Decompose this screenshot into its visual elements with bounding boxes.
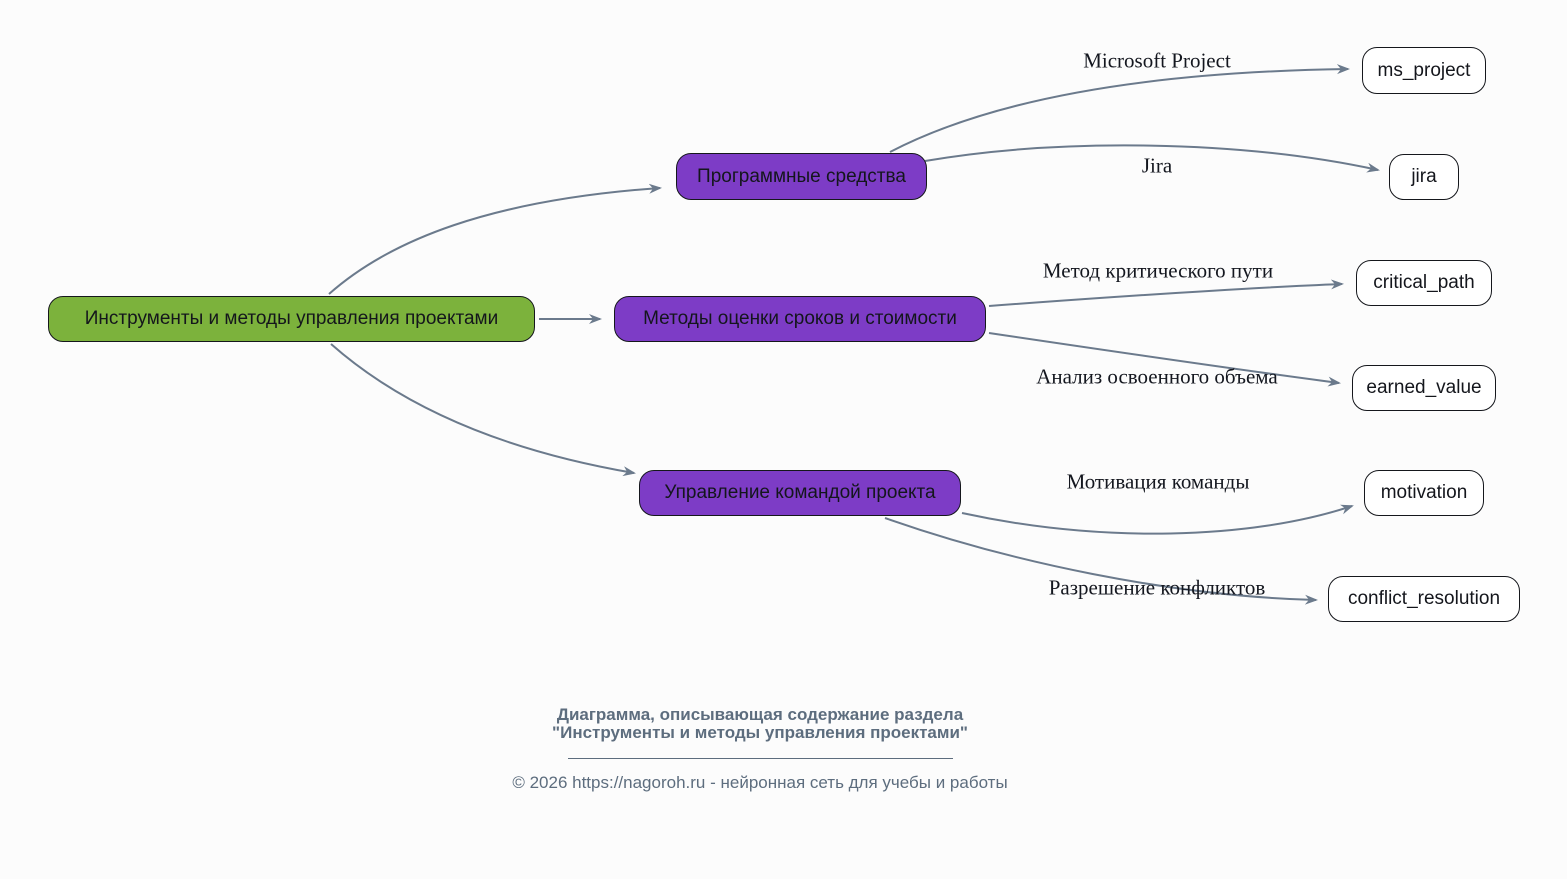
edge-label-ms-project: Microsoft Project xyxy=(1083,48,1231,73)
node-jira-label: jira xyxy=(1411,166,1437,187)
caption-divider xyxy=(568,758,953,759)
node-critical-path-label: critical_path xyxy=(1373,272,1475,293)
node-earned-value xyxy=(1352,365,1496,411)
caption-title-line2: "Инструменты и методы управления проектами" xyxy=(552,723,968,742)
edge-estimation-criticalpath xyxy=(989,284,1342,306)
node-conflict-resolution-label: conflict_resolution xyxy=(1347,588,1501,609)
node-ms-project-label: ms_project xyxy=(1377,59,1471,81)
edge-label-conflict-resolution: Разрешение конфликтов xyxy=(1048,575,1266,600)
node-conflict-resolution xyxy=(1328,576,1520,622)
node-software-label: Программные средства xyxy=(697,165,906,187)
edge-label-motivation: Мотивация команды xyxy=(1066,469,1250,494)
node-estimation-label: Методы оценки сроков и стоимости xyxy=(643,308,957,329)
node-jira xyxy=(1389,154,1459,200)
node-root-label: Инструменты и методы управления проектами xyxy=(84,308,499,329)
edge-root-team xyxy=(331,344,634,473)
edge-label-critical-path: Метод критического пути xyxy=(1042,258,1274,283)
node-estimation xyxy=(614,296,986,342)
node-critical-path xyxy=(1356,260,1492,306)
caption-title-line1: Диаграмма, описывающая содержание раздела xyxy=(556,705,964,724)
node-earned-value-label: earned_value xyxy=(1366,377,1482,398)
caption-footer: © 2026 https://nagoroh.ru - нейронная сеть для учебы и работы xyxy=(512,773,1008,792)
edge-label-jira: Jira xyxy=(1141,153,1173,178)
edge-label-earned-value: Анализ освоенного объема xyxy=(1036,364,1278,389)
edge-software-msproject xyxy=(890,69,1348,152)
node-motivation xyxy=(1364,470,1484,516)
edge-root-software xyxy=(329,188,660,294)
node-root xyxy=(48,296,535,342)
node-team-label: Управление командой проекта xyxy=(664,482,936,503)
node-team xyxy=(639,470,961,516)
node-software xyxy=(676,153,927,200)
caption-block xyxy=(460,706,1060,793)
node-motivation-label: motivation xyxy=(1380,482,1468,503)
node-ms-project xyxy=(1362,47,1486,94)
edge-team-motivation xyxy=(962,506,1352,534)
